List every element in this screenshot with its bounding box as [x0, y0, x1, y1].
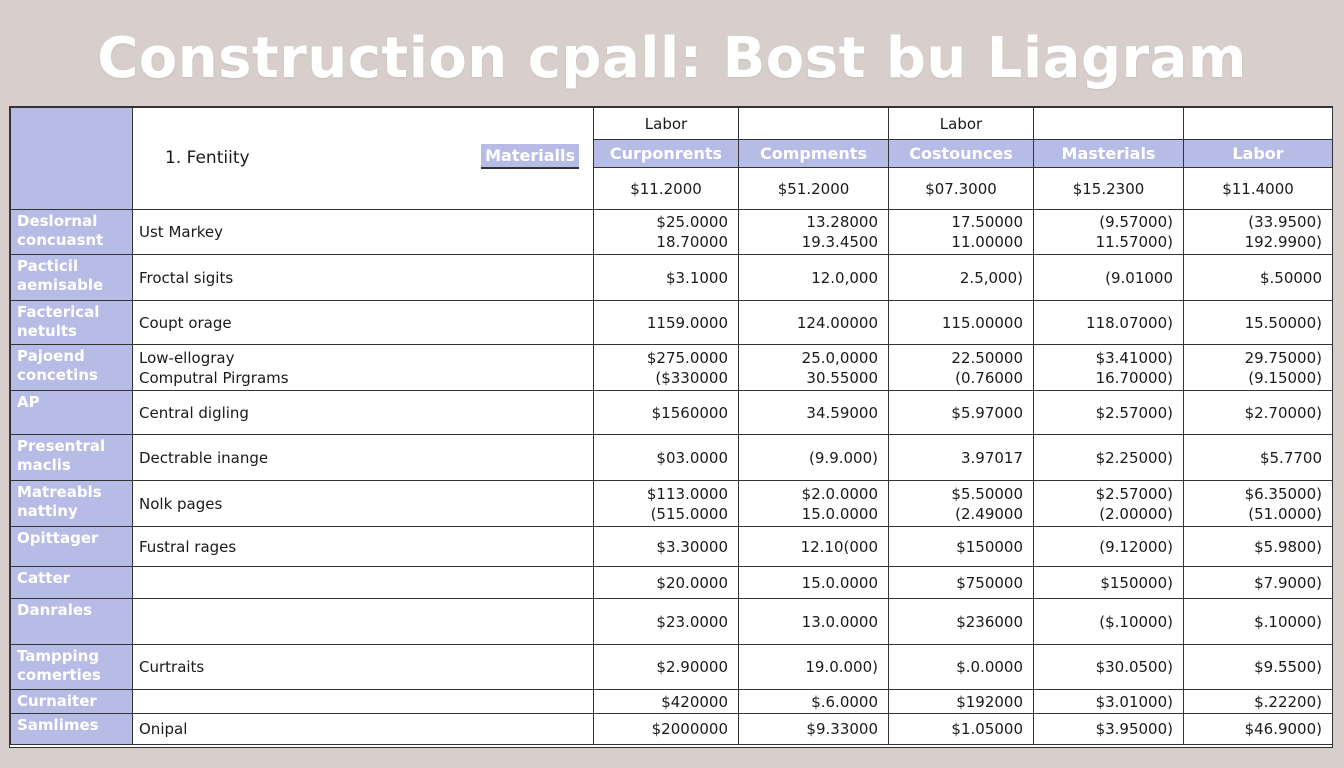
row-value: ($.10000) [1099, 612, 1173, 631]
row-value: 13.0.0000 [801, 612, 878, 631]
row-value: 11.57000) [1095, 233, 1173, 251]
row-category-label [11, 645, 133, 690]
row-value: $9.5500) [1254, 658, 1322, 676]
header-total-value: $15.2300 [1034, 168, 1184, 210]
row-value-cell [1184, 567, 1333, 599]
row-value-cell [1184, 435, 1333, 481]
row-value-cell [739, 255, 889, 301]
row-value-cell [889, 301, 1034, 345]
row-value: $23.0000 [656, 612, 728, 631]
row-value-cell [1034, 645, 1184, 690]
row-value-cell [1184, 645, 1333, 690]
table-row [11, 645, 1333, 690]
row-description [133, 527, 594, 567]
row-value-cell [1034, 435, 1184, 481]
row-value: 29.75000) [1244, 348, 1322, 367]
row-value: $420000 [661, 692, 728, 711]
row-value: 15.0.0000 [801, 504, 878, 523]
row-category-line: nattiny [17, 502, 78, 520]
row-value: 16.70000) [1095, 368, 1173, 387]
row-value-cell [594, 301, 739, 345]
row-description [133, 567, 594, 599]
row-value-cell [594, 435, 739, 481]
row-value: $5.97000 [951, 403, 1023, 422]
row-value-cell [1034, 481, 1184, 527]
row-description [133, 690, 594, 714]
header-top-label [739, 108, 889, 140]
header-top-label [1034, 108, 1184, 140]
row-value-cell [889, 527, 1034, 567]
table-row [11, 481, 1333, 527]
row-category-line: AP [17, 393, 40, 411]
table-row [11, 567, 1333, 599]
column-header-compments: Compments [739, 140, 889, 168]
row-category-line: Presentral [17, 437, 106, 455]
row-value: 2.5,000) [959, 268, 1023, 287]
table-row [11, 714, 1333, 745]
row-value-cell [1034, 301, 1184, 345]
row-description-line: Central digling [139, 403, 249, 422]
row-description [133, 391, 594, 435]
row-value: (0.76000 [955, 368, 1023, 387]
row-value: $9.33000 [806, 720, 878, 738]
table-row [11, 527, 1333, 567]
row-description-line: Coupt orage [139, 313, 232, 332]
row-value-cell [739, 345, 889, 391]
row-category-label [11, 714, 133, 745]
column-header-costounces: Costounces [889, 140, 1034, 168]
row-value: $7.9000) [1254, 573, 1322, 592]
row-value-cell [1184, 599, 1333, 645]
row-value-cell [594, 599, 739, 645]
row-description-line: Ust Markey [139, 223, 224, 241]
row-value: $192000 [956, 692, 1023, 711]
row-value-cell [739, 599, 889, 645]
row-description-line: Curtraits [139, 658, 205, 676]
row-value: $20.0000 [656, 573, 728, 592]
row-category-line: Pacticil [17, 257, 79, 275]
row-value: 17.50000 [951, 213, 1023, 231]
column-header-components: Curponrents [594, 140, 739, 168]
row-category-label [11, 599, 133, 645]
row-category-line: Facterical [17, 303, 100, 321]
facility-label: 1. Fentiity [165, 148, 250, 168]
row-value: $275.0000 [646, 348, 728, 367]
row-value: $3.1000 [665, 268, 728, 287]
row-value-cell [1184, 690, 1333, 714]
row-value: 118.07000) [1086, 313, 1173, 332]
row-description [133, 481, 594, 527]
table-row [11, 301, 1333, 345]
row-value: (9.12000) [1099, 537, 1173, 556]
row-value-cell [1034, 599, 1184, 645]
row-value: $3.30000 [656, 537, 728, 556]
row-description-line: Low-ellogray [139, 348, 235, 367]
page-title: Construction cpall: Bost bu Liagram [97, 26, 1247, 91]
row-value: 34.59000 [806, 403, 878, 422]
table-row [11, 210, 1333, 255]
row-description [133, 645, 594, 690]
column-header-masterials: Masterials [1034, 140, 1184, 168]
header-top-label: Labor [594, 108, 739, 140]
row-value: 30.55000 [806, 368, 878, 387]
row-value-cell [739, 481, 889, 527]
row-category-line: Matreabls [17, 483, 102, 501]
row-value: 19.0.000) [805, 658, 878, 676]
row-value: $.10000) [1254, 612, 1322, 631]
row-value: $2.57000) [1095, 484, 1173, 503]
row-value-cell [739, 567, 889, 599]
row-value: $46.9000) [1244, 720, 1322, 738]
row-value-cell [1034, 391, 1184, 435]
row-value-cell [889, 567, 1034, 599]
row-description [133, 714, 594, 745]
row-value: 25.0,0000 [801, 348, 878, 367]
table-row [11, 435, 1333, 481]
row-value-cell [889, 690, 1034, 714]
row-value: 115.00000 [941, 313, 1023, 332]
row-category-label [11, 567, 133, 599]
row-value-cell [889, 481, 1034, 527]
row-value-cell [594, 345, 739, 391]
row-value: $5.50000 [951, 484, 1023, 503]
row-description [133, 255, 594, 301]
row-value: $.0.0000 [956, 658, 1023, 676]
table-row [11, 599, 1333, 645]
row-value-cell [889, 435, 1034, 481]
row-value-cell [1034, 567, 1184, 599]
row-value: $3.95000) [1095, 720, 1173, 738]
row-value: (2.00000) [1099, 504, 1173, 523]
row-value: $2.70000) [1244, 403, 1322, 422]
row-value: 124.00000 [796, 313, 878, 332]
corner-cell [11, 108, 133, 210]
row-category-label [11, 435, 133, 481]
row-category-line: Samlimes [17, 716, 99, 734]
row-description-line: Dectrable inange [139, 448, 269, 467]
row-value-cell [594, 481, 739, 527]
row-value-cell [739, 435, 889, 481]
header-total-value: $11.4000 [1184, 168, 1333, 210]
row-value-cell [1034, 714, 1184, 745]
row-value-cell [1034, 255, 1184, 301]
table-row [11, 255, 1333, 301]
row-value-cell [1184, 301, 1333, 345]
row-value: 11.00000 [951, 233, 1023, 251]
row-category-label [11, 301, 133, 345]
row-value: (2.49000 [955, 504, 1023, 523]
row-category-line: Danrales [17, 601, 93, 619]
row-value-cell [739, 301, 889, 345]
row-value: 15.50000) [1244, 313, 1322, 332]
row-category-line: Tampping [17, 647, 100, 665]
cost-table-sheet [9, 106, 1333, 748]
row-category-line: Opittager [17, 529, 99, 547]
row-value: $750000 [956, 573, 1023, 592]
row-value-cell [889, 391, 1034, 435]
row-value-cell [1034, 527, 1184, 567]
row-category-label [11, 255, 133, 301]
facility-header-cell [133, 108, 594, 210]
row-category-line: concetins [17, 366, 98, 384]
row-description [133, 301, 594, 345]
row-value-cell [1184, 481, 1333, 527]
row-value: (9.01000 [1105, 268, 1173, 287]
table-row [11, 345, 1333, 391]
row-value: 192.9900) [1244, 233, 1322, 251]
row-value: 22.50000 [951, 348, 1023, 367]
row-category-line: concuasnt [17, 231, 104, 249]
row-value-cell [739, 690, 889, 714]
row-value: $1.05000 [951, 720, 1023, 738]
row-value-cell [1184, 255, 1333, 301]
row-description-line: Computral Pirgrams [139, 368, 289, 387]
row-category-label [11, 210, 133, 255]
row-category-line: comerties [17, 666, 101, 684]
row-value-cell [1034, 690, 1184, 714]
row-value-cell [594, 567, 739, 599]
row-value: $5.7700 [1259, 448, 1322, 467]
row-category-line: Pajoend [17, 347, 85, 365]
row-description-line: Froctal sigits [139, 268, 234, 287]
row-value: 18.70000 [656, 233, 728, 251]
row-value: $150000) [1100, 573, 1173, 592]
header-total-value: $07.3000 [889, 168, 1034, 210]
cost-table [10, 107, 1333, 745]
header-top-label [1184, 108, 1333, 140]
row-value: $2.57000) [1095, 403, 1173, 422]
row-value: $30.0500) [1095, 658, 1173, 676]
header-top-label: Labor [889, 108, 1034, 140]
table-row [11, 391, 1333, 435]
row-value-cell [594, 714, 739, 745]
row-value: $2.90000 [656, 658, 728, 676]
row-value: $25.0000 [656, 213, 728, 231]
row-value: $5.9800) [1254, 537, 1322, 556]
row-value: 12.10(000 [800, 537, 878, 556]
row-description [133, 435, 594, 481]
column-header-labor: Labor [1184, 140, 1333, 168]
row-value: $2.25000) [1095, 448, 1173, 467]
header-total-value: $11.2000 [594, 168, 739, 210]
row-category-line: netults [17, 322, 77, 340]
row-value: 19.3.4500 [801, 233, 878, 251]
row-category-line: Catter [17, 569, 71, 587]
row-description [133, 345, 594, 391]
row-category-label [11, 481, 133, 527]
row-value: $113.0000 [646, 484, 728, 503]
row-value: 12.0,000 [811, 268, 878, 287]
row-value-cell [594, 210, 739, 255]
row-value: $150000 [956, 537, 1023, 556]
row-value: (515.0000 [650, 504, 728, 523]
row-value: 15.0.0000 [801, 573, 878, 592]
row-value: (9.57000) [1099, 213, 1173, 231]
row-value-cell [1184, 345, 1333, 391]
row-category-line: Deslornal [17, 212, 98, 230]
row-value: 1159.0000 [646, 313, 728, 332]
row-value: $2.0.0000 [801, 484, 878, 503]
row-category-label [11, 391, 133, 435]
row-value: (9.9.000) [809, 448, 878, 467]
row-value-cell [889, 599, 1034, 645]
row-value-cell [594, 255, 739, 301]
row-value: $236000 [956, 612, 1023, 631]
row-value-cell [739, 527, 889, 567]
row-category-line: maclis [17, 456, 71, 474]
row-value: (9.15000) [1248, 368, 1322, 387]
row-value-cell [1184, 714, 1333, 745]
row-value-cell [594, 645, 739, 690]
row-value-cell [889, 645, 1034, 690]
row-value-cell [739, 391, 889, 435]
row-value: $2000000 [651, 720, 728, 738]
row-value: 3.97017 [960, 448, 1023, 467]
row-value-cell [1184, 391, 1333, 435]
row-value: ($330000 [655, 368, 728, 387]
row-value: $.50000 [1259, 268, 1322, 287]
row-value-cell [739, 210, 889, 255]
row-value: $3.41000) [1095, 348, 1173, 367]
row-value-cell [1184, 210, 1333, 255]
row-value: $.6.0000 [811, 692, 878, 711]
row-value-cell [594, 391, 739, 435]
row-value: $3.01000) [1095, 692, 1173, 711]
row-value-cell [594, 690, 739, 714]
row-category-line: Curnaiter [17, 692, 97, 710]
row-value: $03.0000 [656, 448, 728, 467]
row-value-cell [1034, 210, 1184, 255]
row-value-cell [1184, 527, 1333, 567]
row-value-cell [889, 714, 1034, 745]
row-description [133, 210, 594, 255]
row-value-cell [1034, 345, 1184, 391]
row-value-cell [889, 210, 1034, 255]
row-description-line: Fustral rages [139, 537, 237, 556]
row-value: $6.35000) [1244, 484, 1322, 503]
row-category-line: aemisable [17, 276, 104, 294]
row-category-label [11, 345, 133, 391]
row-value-cell [739, 714, 889, 745]
row-value-cell [889, 345, 1034, 391]
row-value: (33.9500) [1248, 213, 1322, 231]
row-value: (51.0000) [1248, 504, 1322, 523]
row-category-label [11, 690, 133, 714]
header-total-value: $51.2000 [739, 168, 889, 210]
row-value: 13.28000 [806, 213, 878, 231]
row-description-line: Nolk pages [139, 494, 223, 513]
row-description-line: Onipal [139, 720, 188, 738]
row-description [133, 599, 594, 645]
row-value: $.22200) [1254, 692, 1322, 711]
row-value: $1560000 [651, 403, 728, 422]
row-category-label [11, 527, 133, 567]
row-value-cell [889, 255, 1034, 301]
row-value-cell [594, 527, 739, 567]
row-value-cell [739, 645, 889, 690]
materials-header-label: Materialls [481, 144, 579, 169]
table-row [11, 690, 1333, 714]
